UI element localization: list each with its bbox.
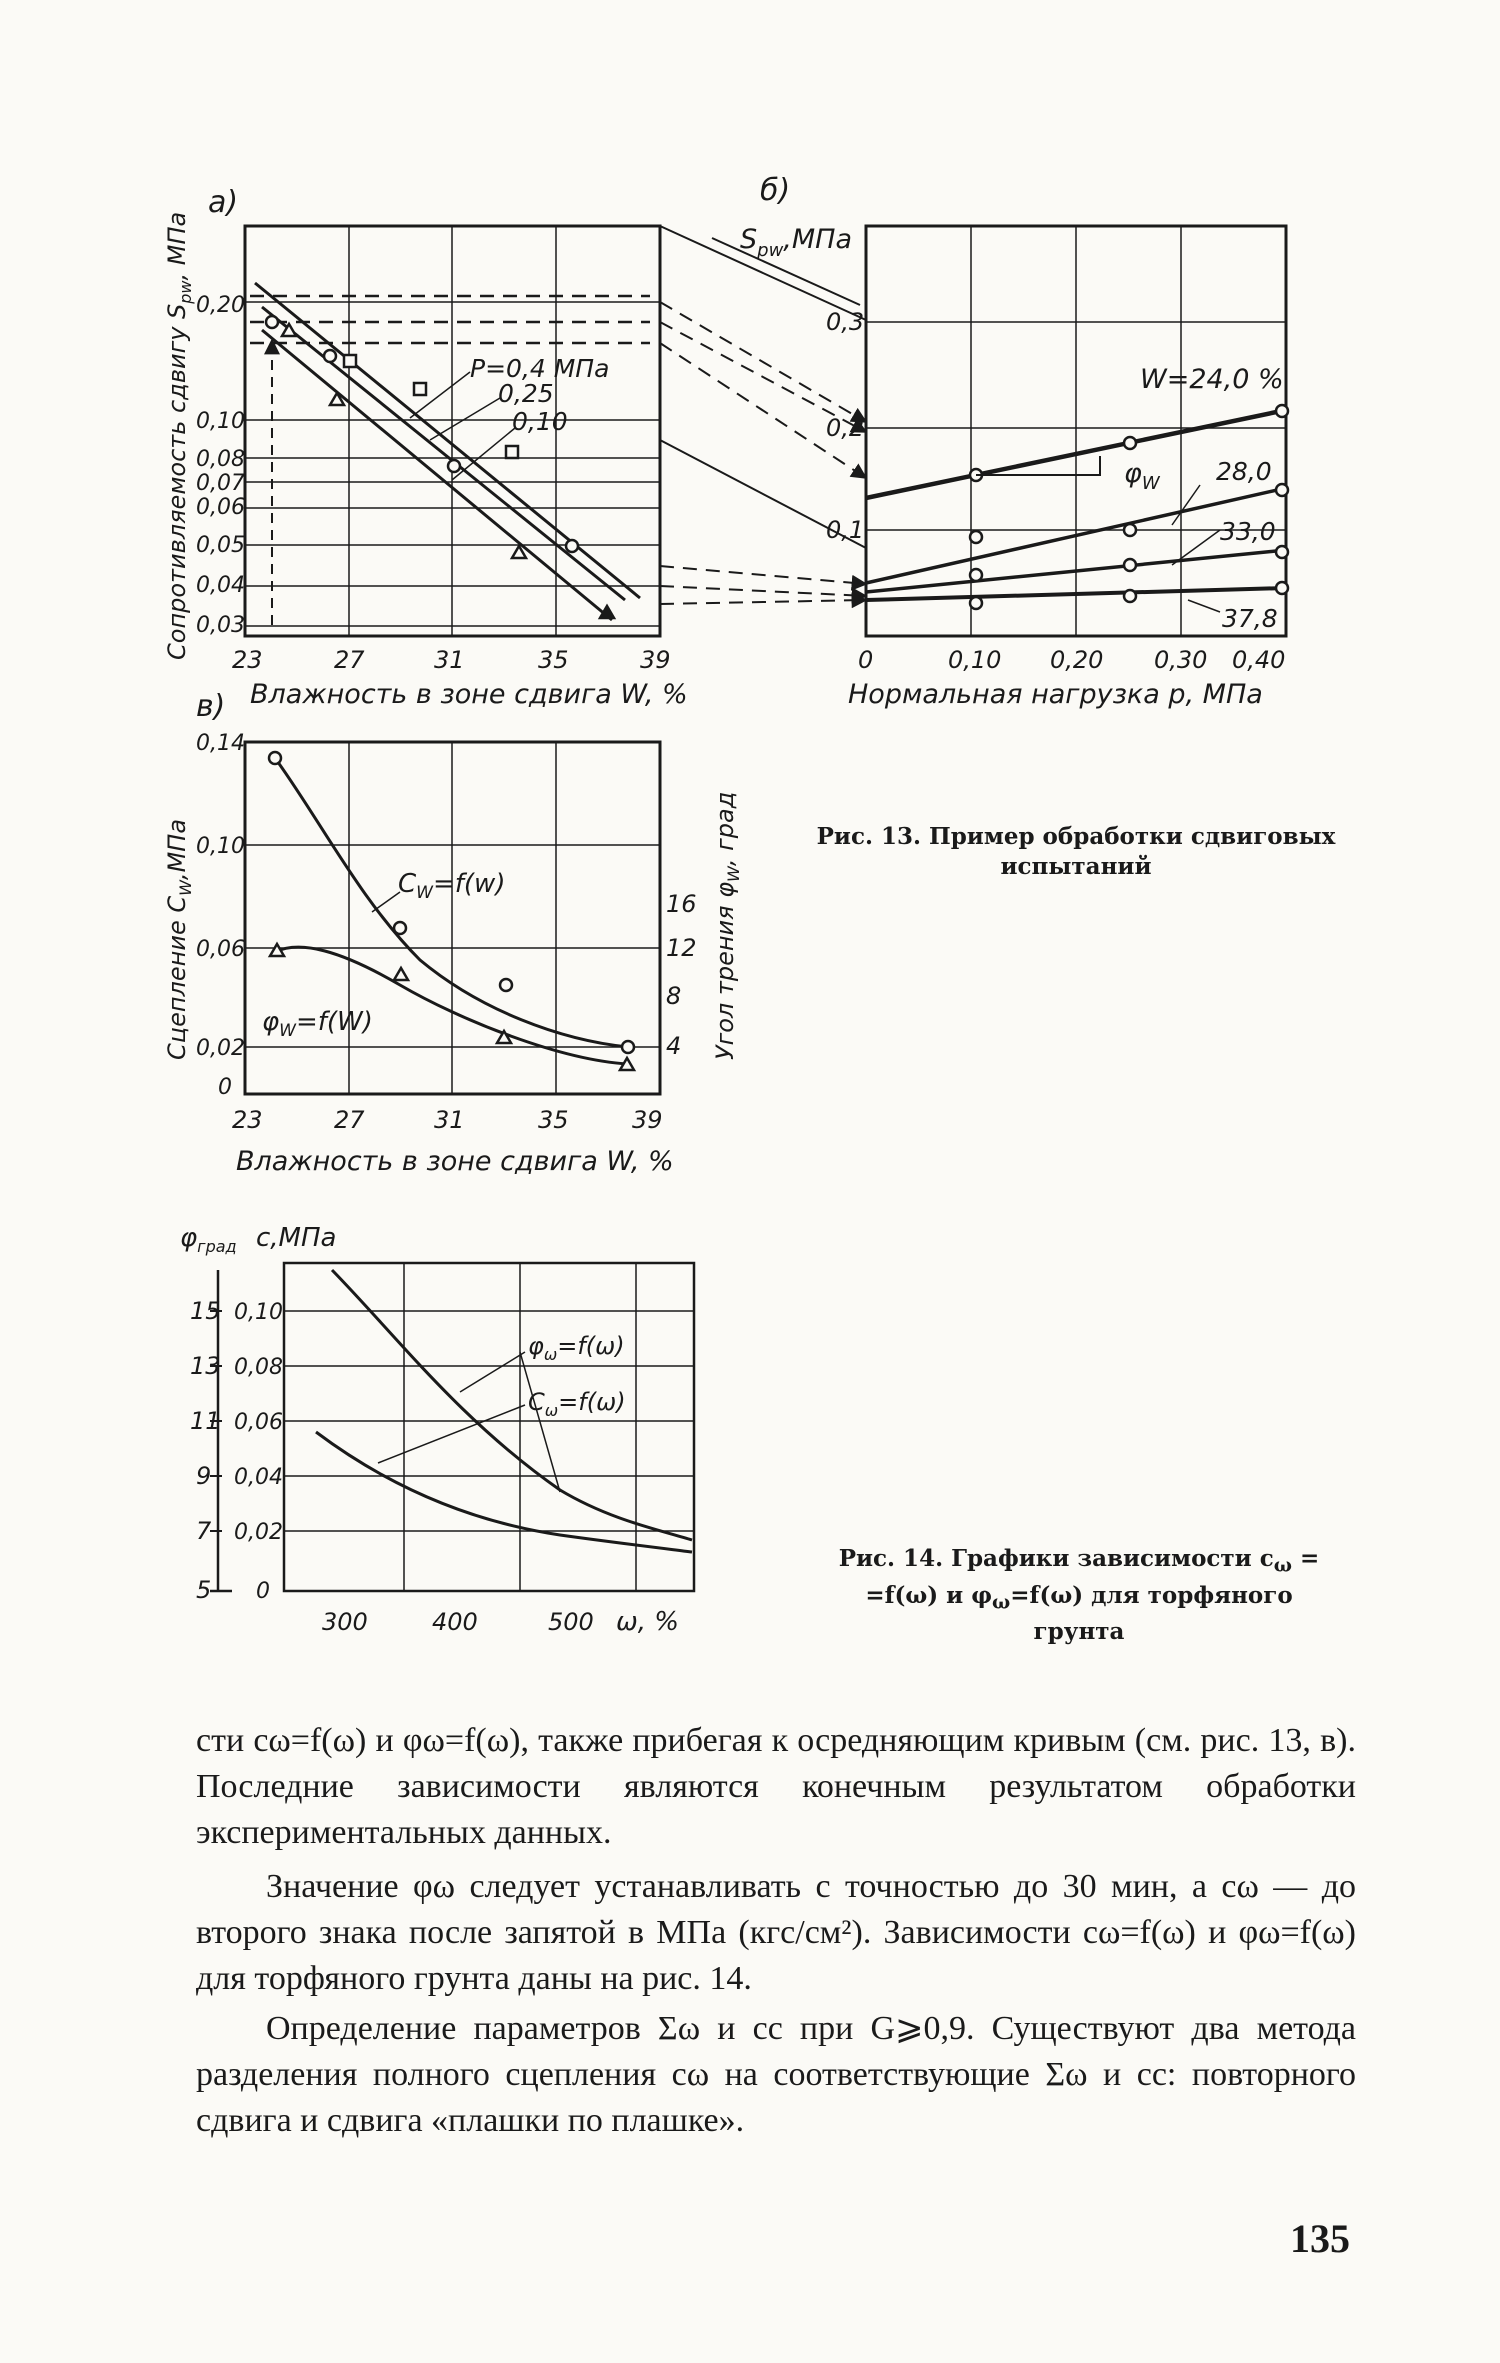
fig13c-ytick-left-1: 0,14 — [196, 731, 245, 756]
fig13a-ytick-5: 0,06 — [196, 495, 245, 520]
fig13a-ytick-4: 0,07 — [196, 471, 245, 496]
fig14-ytick-right-3: 0,06 — [234, 1410, 283, 1435]
fig13c-xtick-1: 23 — [232, 1106, 263, 1134]
fig14-xlabel: ω, % — [616, 1607, 680, 1637]
fig14-ylabel-right: c,МПа — [256, 1223, 337, 1253]
fig13a-xtick-3: 31 — [434, 646, 465, 674]
fig13c-chart — [245, 742, 660, 1094]
fig13b-xtick-1: 0 — [858, 646, 874, 674]
fig13c-labels — [163, 689, 743, 1177]
fig13c-ytick-left-4: 0,02 — [196, 1036, 245, 1061]
fig14-ytick-right-5: 0,02 — [234, 1520, 283, 1545]
fig13a-xtick-1: 23 — [232, 646, 263, 674]
fig13b-curve-label-3: 33,0 — [1220, 517, 1276, 546]
fig13c-ytick-left-3: 0,06 — [196, 937, 245, 962]
fig13c-ytick-left-2: 0,10 — [196, 834, 245, 859]
fig13b-labels — [740, 173, 1285, 710]
fig14-xtick-1: 300 — [322, 1608, 368, 1636]
fig13c-xtick-2: 27 — [334, 1106, 365, 1134]
fig13a-labels — [163, 185, 688, 710]
fig13a-ytick-1: 0,20 — [196, 293, 245, 318]
fig14-ylabel-left: $\varphi_{град}$ — [180, 1223, 237, 1256]
fig13a-curve-label-3: 0,10 — [512, 407, 568, 436]
fig13b-ylabel: $S_{pw},МПа$ — [740, 224, 853, 261]
fig13a-ytick-6: 0,05 — [196, 533, 245, 558]
fig13b-chart — [712, 226, 1288, 636]
fig13a-curve-label-1: P=0,4 МПа — [470, 354, 610, 383]
fig13c-curve-c-label: $C_W=f(w)$ — [398, 869, 506, 903]
fig14-curve-phi-label: $\varphi_\omega=f(\omega)$ — [528, 1332, 625, 1364]
fig14-xtick-3: 500 — [548, 1608, 594, 1636]
fig13a-ytick-8: 0,03 — [196, 613, 245, 638]
fig13c-ylabel-left: Сцепление $С_W,МПа$ — [163, 818, 195, 1060]
fig14-ytick-left-4: 9 — [196, 1462, 212, 1490]
fig13a-xtick-2: 27 — [334, 646, 365, 674]
fig13b-label: б) — [760, 173, 791, 208]
fig13b-ytick-3: 0,1 — [826, 516, 865, 544]
fig13c-ytick-right-3: 8 — [666, 982, 682, 1010]
paragraph-1: сти cω=f(ω) и φω=f(ω), также прибегая к осредняющим кривым (см. рис. 13, в). Последние зависимости являются конечным результатом обработки экспериментальных данных. — [196, 1722, 1356, 1851]
fig13c-ytick-right-4: 4 — [666, 1032, 682, 1060]
fig13b-xtick-2: 0,10 — [948, 646, 1002, 674]
fig14-ytick-left-3: 11 — [190, 1407, 221, 1435]
fig13c-xtick-4: 35 — [538, 1106, 569, 1134]
fig13b-curve-label-2: 28,0 — [1216, 457, 1272, 486]
fig14-ytick-right-1: 0,10 — [234, 1300, 283, 1325]
fig13c-ytick-left-5: 0 — [218, 1075, 232, 1100]
fig13a-curve-label-2: 0,25 — [498, 379, 554, 408]
fig13a-ylabel: Сопротивляемость сдвигу $S_{pw}$, МПа — [163, 211, 195, 660]
paragraph-2: Значение φω следует устанавливать с точностью до 30 мин, а cω — до второго знака после запятой в МПа (кгс/см²). Зависимости cω=f(ω) и φω=f(ω) для торфяного грунта даны на рис. 14. — [196, 1868, 1356, 1997]
fig13c-ylabel-right: Угол трения $\varphi_W$, град — [711, 791, 743, 1060]
fig13a-chart — [245, 226, 660, 636]
fig14-caption-line3: грунта — [1033, 1618, 1125, 1646]
fig14-ytick-left-2: 13 — [190, 1352, 221, 1380]
fig14-ytick-right-2: 0,08 — [234, 1355, 283, 1380]
fig14-ytick-left-6: 5 — [196, 1576, 212, 1604]
fig13c-label: в) — [196, 689, 226, 724]
page-number: 135 — [1290, 2216, 1350, 2261]
fig14-labels — [180, 1223, 679, 1637]
fig13c-ytick-right-2: 12 — [666, 934, 697, 962]
fig13a-ytick-3: 0,08 — [196, 447, 245, 472]
fig13a-ytick-7: 0,04 — [196, 573, 245, 598]
fig14-caption-line1: Рис. 14. Графики зависимости $c_\omega$ = — [838, 1545, 1320, 1577]
fig13b-curve-label-4: 37,8 — [1222, 604, 1278, 633]
fig13a-xtick-4: 35 — [538, 646, 569, 674]
fig13a-xlabel: Влажность в зоне сдвига W, % — [250, 679, 688, 710]
body-text — [196, 1718, 1356, 2144]
fig13b-ytick-1: 0,3 — [826, 308, 865, 336]
fig13c-ytick-right-1: 16 — [666, 890, 697, 918]
fig13b-xtick-3: 0,20 — [1050, 646, 1104, 674]
fig13b-xtick-4: 0,30 — [1154, 646, 1208, 674]
fig14-ytick-right-6: 0 — [256, 1579, 270, 1604]
fig13-caption — [806, 822, 1346, 882]
fig13-caption-text: Рис. 13. Пример обработки сдвиговых испытаний — [816, 823, 1336, 880]
fig14-xtick-2: 400 — [432, 1608, 478, 1636]
fig14-caption — [806, 1544, 1352, 1647]
fig13b-angle-label: $\varphi_W$ — [1124, 458, 1160, 494]
fig13b-curve-label-1: W=24,0 % — [1140, 364, 1284, 395]
fig13a-xtick-5: 39 — [640, 646, 671, 674]
fig14-ytick-left-1: 15 — [190, 1297, 221, 1325]
fig13b-xlabel: Нормальная нагрузка p, МПа — [848, 679, 1263, 710]
fig14-caption-line2: =f(ω) и $\varphi_\omega=f(\omega)$ для торфяного — [865, 1581, 1293, 1614]
fig13c-xtick-3: 31 — [434, 1106, 465, 1134]
fig14-ytick-right-4: 0,04 — [234, 1465, 283, 1490]
fig13c-curve-phi-label: $\varphi_W=f(W)$ — [262, 1007, 373, 1041]
fig13a-label: а) — [208, 185, 239, 220]
fig13a-ytick-2: 0,10 — [196, 409, 245, 434]
fig14-curve-c-label: $C_\omega=f(\omega)$ — [528, 1388, 626, 1420]
fig13c-xtick-5: 39 — [632, 1106, 663, 1134]
fig13c-xlabel: Влажность в зоне сдвига W, % — [236, 1146, 674, 1177]
paragraph-3: Определение параметров Σω и cc при G⩾0,9. Существуют два метода разделения полного сцепления cω на соответствующие Σω и cc: повторного сдвига и сдвига «плашки по плашке». — [196, 2010, 1356, 2139]
fig13b-xtick-5: 0,40 — [1232, 646, 1286, 674]
fig14-ytick-left-5: 7 — [196, 1517, 212, 1545]
fig13b-ytick-2: 0,2 — [826, 414, 865, 442]
